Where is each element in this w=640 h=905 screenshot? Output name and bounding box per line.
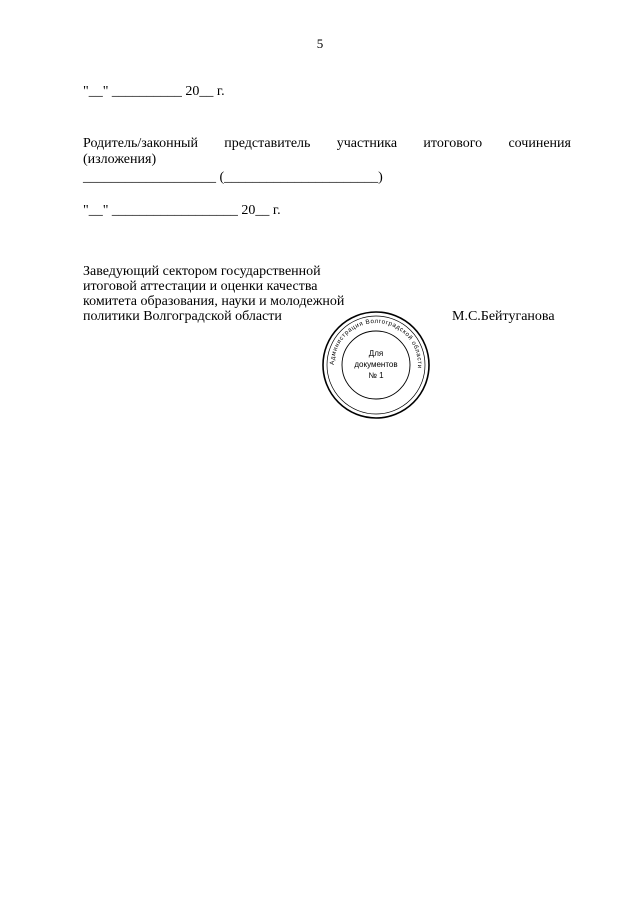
parent-word: итогового bbox=[423, 136, 483, 151]
page-number: 5 bbox=[316, 36, 324, 51]
stamp-center-line: документов bbox=[354, 360, 398, 369]
head-position-line: политики Волгоградской области bbox=[83, 309, 282, 324]
stamp-ring-text: Администрация Волгоградской области bbox=[328, 317, 424, 369]
stamp-center-line: № 1 bbox=[368, 371, 384, 380]
parent-signature-line: ___________________ (______________________) bbox=[83, 170, 383, 185]
parent-word: сочинения bbox=[508, 136, 571, 151]
official-stamp bbox=[320, 309, 432, 421]
head-position-line: комитета образования, науки и молодежной bbox=[83, 294, 345, 309]
head-position-line: Заведующий сектором государственной bbox=[83, 264, 321, 279]
student-date-line: "__" __________ 20__ г. bbox=[83, 84, 225, 99]
parent-title-line-2: (изложения) bbox=[83, 152, 157, 167]
parent-word: Родитель/законный bbox=[83, 136, 198, 151]
stamp-center-line: Для bbox=[368, 349, 384, 358]
parent-date-line: "__" __________________ 20__ г. bbox=[83, 203, 281, 218]
head-position-line: итоговой аттестации и оценки качества bbox=[83, 279, 318, 294]
stamp-seal-icon bbox=[320, 309, 432, 421]
parent-title-line bbox=[83, 136, 571, 152]
head-name: М.С.Бейтуганова bbox=[452, 309, 555, 324]
parent-word: представитель bbox=[224, 136, 311, 151]
parent-word: участника bbox=[336, 136, 398, 151]
